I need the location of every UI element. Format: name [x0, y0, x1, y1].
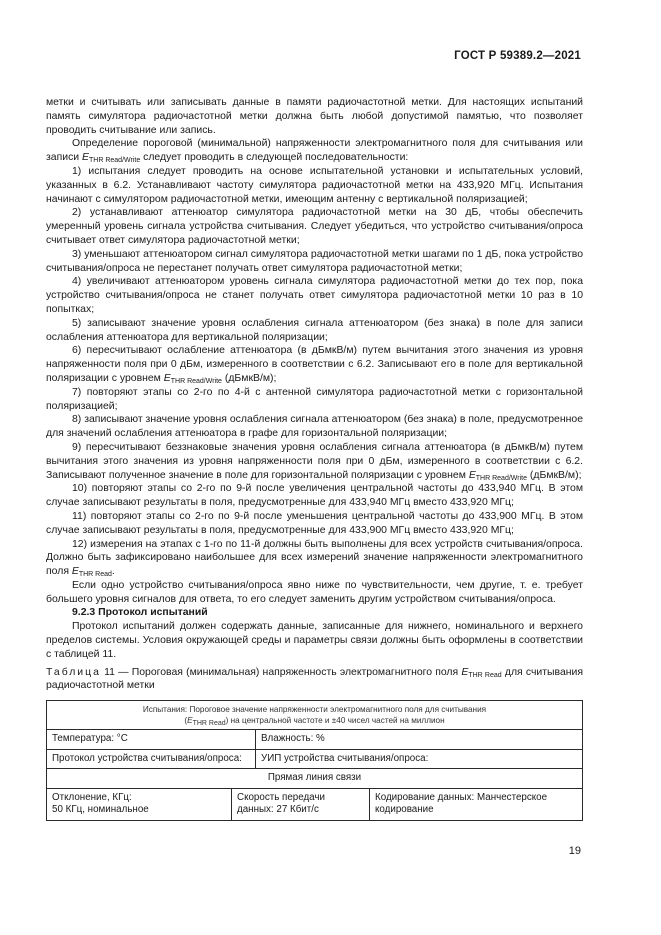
paragraph: метки и считывать или записывать данные в памяти радиочастотной метки. Для настоящих испытаний память симулятора радиочастотной метки должна быть любой допустимой памятью, что позволяет проводить считывание или запись. — [46, 97, 583, 136]
text-span: ) на центральной частоте и ±40 чисел частей на миллион — [225, 716, 445, 726]
step-12 — [46, 538, 583, 579]
text-span: следует проводить в следующей последовательности: — [140, 152, 409, 164]
text-span: данных: 27 Кбит/с — [237, 804, 319, 816]
text-span: (дБмкВ/м); — [221, 372, 277, 384]
paragraph-replace: Если одно устройство считывания/опроса явно ниже по чувствительности, чем другие, т. е. требует большего уровня сигналов для ответа, то его следует заменить другим устройством считывания/опроса. — [46, 579, 583, 605]
symbol-subscript: THR Read — [468, 671, 502, 679]
step-5: 5) записывают значение уровня ослабления сигнала аттенюатором (без знака) в поле для записи ослабления аттенюатора для вертикальной поляризации; — [46, 317, 583, 343]
text-span: Скорость передачи — [237, 791, 325, 803]
step-9 — [46, 441, 583, 482]
paragraph-protocol: Протокол испытаний должен содержать данные, записанные для нижнего, номинального и верхнего пределов системы. Условия окружающей среды и параметры связи должны быть оформлены в соответствии с таблицей 11. — [46, 621, 583, 660]
table-row — [47, 701, 583, 730]
table-row — [47, 788, 583, 820]
text-span: Кодирование данных: Манчестерское — [375, 791, 548, 803]
symbol-subscript: THR Read — [78, 571, 112, 579]
table-cell: Температура: °С — [47, 730, 256, 750]
text-span: Отклонение, КГц: — [52, 791, 132, 803]
table-cell: Протокол устройства считывания/опроса: — [47, 749, 256, 769]
text-span: Определение пороговой (минимальной) напряженности электромагнитного поля для считывания или записи — [46, 138, 583, 164]
symbol-e: E — [468, 469, 476, 481]
table-cell: УИП устройства считывания/опроса: — [256, 749, 583, 769]
text-span: Испытания: Пороговое значение напряженности электромагнитного поля для считывания — [142, 705, 487, 715]
table-row — [47, 769, 583, 789]
table-row — [47, 730, 583, 750]
text-span: . — [111, 566, 115, 578]
symbol-e: E — [461, 666, 469, 678]
table-caption — [46, 666, 583, 694]
table-cell — [370, 788, 583, 820]
text-span: 11 — Пороговая (минимальная) напряженность электромагнитного поля — [100, 666, 462, 678]
text-span: 50 КГц, номинальное — [52, 804, 149, 816]
table-header-cell: Испытания: Пороговое значение напряженности электромагнитного поля для считывания $(E_{THR Read})$ на центральной частоте и ±40 чисел частей на миллион — [47, 701, 583, 730]
table-cell: Влажность: % — [256, 730, 583, 750]
step-8: 8) записывают значение уровня ослабления сигнала аттенюатором (без знака) в поле, предусмотренное для значений ослабления аттенюатора в графе для горизонтальной поляризации; — [46, 414, 583, 440]
symbol-e: E — [71, 566, 79, 578]
table-cell: Прямая линия связи — [47, 769, 583, 789]
step-2: 2) устанавливают аттенюатор симулятора радиочастотной метки на 30 дБ, чтобы обеспечить умеренный уровень сигнала устройства считывания. Следует убедиться, что устройство считывания/опроса считывает ответ симулятора радиочастотной метки; — [46, 207, 583, 246]
symbol-e: E — [163, 372, 171, 384]
table-11 — [46, 700, 583, 821]
symbol-subscript: THR Read/Write — [475, 474, 527, 482]
symbol-subscript: THR Read/Write — [170, 377, 222, 385]
page-number: 19 — [568, 845, 581, 857]
text-span: 12) измерения на этапах с 1-го по 11-й должны быть выполнены для всех устройств считывания/опроса. Должно быть зафиксировано наибольшее для всех измерений значение напряженности электромагнитного поля — [46, 538, 583, 578]
table-row — [47, 749, 583, 769]
symbol-subscript: THR Read — [192, 720, 226, 728]
step-10: 10) повторяют этапы со 2-го по 9-й после увеличения центральной частоты до 433,940 МГц. В этом случае записывают результаты в поля, предусмотренные для 433,940 МГц вместо 433,920 МГц; — [46, 483, 583, 509]
step-6 — [46, 344, 583, 385]
text-span: для считывания радиочастотной метки — [46, 666, 583, 692]
standard-header: ГОСТ Р 59389.2—2021 — [454, 50, 581, 62]
paragraph-intro — [46, 137, 583, 165]
section-heading: 9.2.3 Протокол испытаний — [72, 607, 208, 619]
text-span: 6) пересчитывают ослабление аттенюатора (в дБмкВ/м) путем вычитания этого значения из уровня напряженности поля при 0 дБм, измеренного в соответствии с 6.2. Записывают его в поле для вертикальной поляризации с уровнем — [46, 345, 583, 384]
page-content — [46, 96, 583, 821]
step-11: 11) повторяют этапы со 2-го по 9-й после уменьшения центральной частоты до 433,900 МГц. В этом случае записывают результаты в поля, предусмотренные для 433,900 МГц вместо 433,920 МГц; — [46, 510, 583, 536]
text-span: кодирование — [375, 804, 434, 816]
step-1: 1) испытания следует проводить на основе испытательной установки и испытательных условий, указанных в 6.2. Устанавливают частоту симулятора радиочастотной метки на 433,920 МГц. Испытания начинают с симулятором радиочастотной метки, имеющим антенну с вертикальной поляризацией; — [46, 165, 583, 205]
step-4: 4) увеличивают аттенюатором уровень сигнала симулятора радиочастотной метки до тех пор, пока устройство считывания/опроса не станет получать ответ симулятора радиочастотной метки 10 раз в 10 попытках; — [46, 276, 583, 315]
symbol-subscript: THR Read/Write — [89, 157, 141, 165]
text-span: (дБмкВ/м); — [527, 469, 582, 481]
table-label: Таблица — [46, 666, 101, 678]
symbol-e: E — [187, 716, 193, 726]
step-3: 3) уменьшают аттенюатором сигнал симулятора радиочастотной метки шагами по 1 дБ, пока устройство считывания/опроса не перестанет получать ответ симулятора радиочастотной метки; — [46, 248, 583, 274]
text-span: 9) пересчитывают беззнаковые значения уровня ослабления сигнала аттенюатора (в дБмкВ/м) путем вычитания этого значения из уровня напряженности поля при 0 дБм, измеренного в соответствии с 6.2. Записывают полученное значение в поле для горизонтальной поляризации с уровнем — [46, 441, 583, 481]
table-cell — [47, 788, 232, 820]
symbol-e: E — [82, 152, 89, 164]
step-7: 7) повторяют этапы со 2-го по 4-й с антенной симулятора радиочастотной метки с горизонтальной поляризацией; — [46, 386, 583, 412]
table-cell — [232, 788, 370, 820]
